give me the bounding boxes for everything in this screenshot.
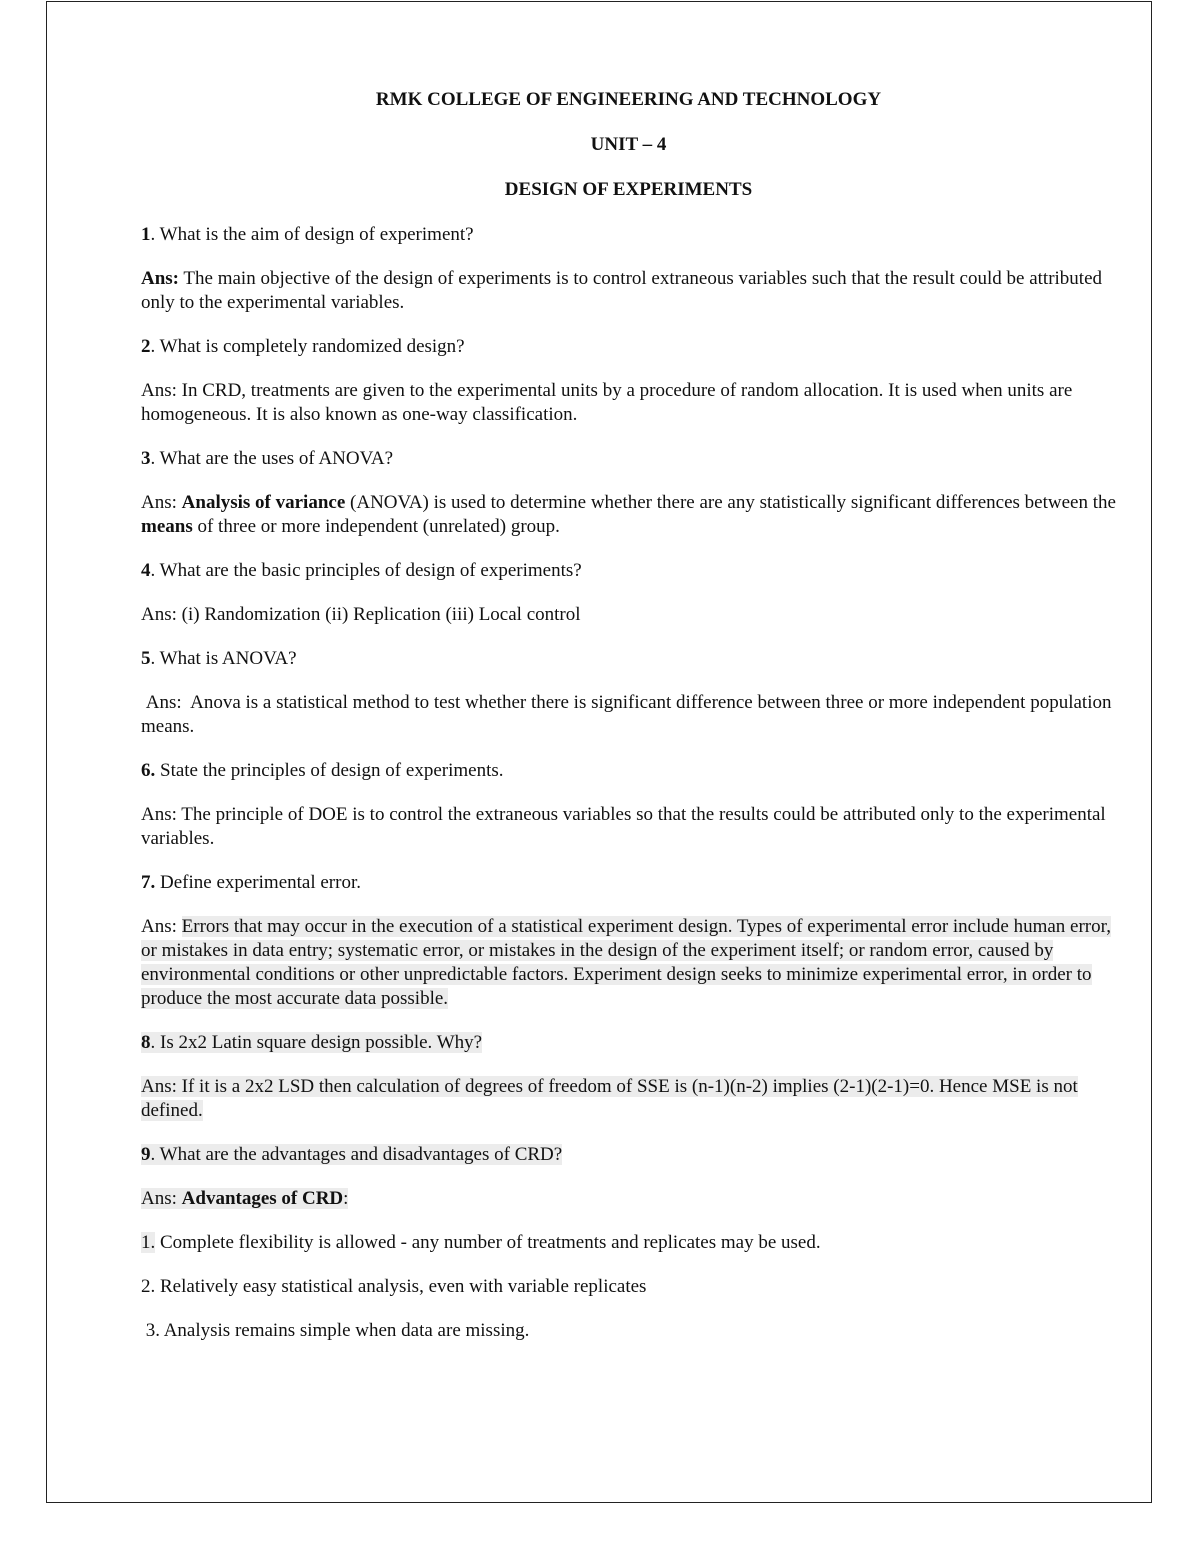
answer-4: Ans: (i) Randomization (ii) Replication (iii) Local control [141, 604, 581, 625]
question-9 [141, 1143, 1116, 1167]
answer-colon: : [343, 1188, 349, 1209]
question-2 [141, 335, 1116, 359]
answer-3 [141, 491, 1116, 539]
question-highlight [141, 1032, 482, 1053]
item-text: Complete flexibility is allowed - any number of treatments and replicates may be used. [155, 1232, 821, 1253]
question-text: . What is the aim of design of experiment? [150, 224, 474, 245]
answer-prefix: Ans: [141, 492, 182, 513]
question-5 [141, 647, 1116, 671]
answer-label: Ans: [141, 268, 180, 289]
answer-9 [141, 1187, 1116, 1211]
question-text: . What are the basic principles of design of experiments? [150, 560, 582, 581]
question-number: 7. [141, 872, 156, 893]
answer-text: The main objective of the design of experiments is to control extraneous variables such that the result could be attributed only to the experimental variables. [141, 268, 1103, 313]
question-3 [141, 447, 1116, 471]
answer-5: Ans: Anova is a statistical method to test whether there is significant difference between three or more independent population means. [141, 692, 1117, 737]
answer-2: Ans: In CRD, treatments are given to the experimental units by a procedure of random allocation. It is used when units are homogeneous. It is also known as one-way classification. [141, 380, 1073, 425]
question-number: 1 [141, 224, 151, 245]
question-1 [141, 223, 1116, 247]
question-number: 9 [141, 1144, 151, 1165]
answer-7 [141, 915, 1116, 1011]
advantage-item-1 [141, 1231, 1116, 1255]
answer-text: of three or more independent (unrelated) group. [192, 516, 560, 537]
answer-highlight [141, 1188, 348, 1209]
question-text: State the principles of design of experiments. [155, 760, 504, 781]
answer-8 [141, 1075, 1116, 1123]
question-8 [141, 1031, 1116, 1055]
question-number: 5 [141, 648, 151, 669]
question-number: 6. [141, 760, 156, 781]
advantage-item-3: 3. Analysis remains simple when data are missing. [141, 1320, 530, 1341]
question-text: . What are the advantages and disadvantages of CRD? [150, 1144, 563, 1165]
question-highlight [141, 1144, 562, 1165]
question-text: . Is 2x2 Latin square design possible. Why? [150, 1032, 483, 1053]
question-text: . What is completely randomized design? [150, 336, 465, 357]
document-body [141, 88, 1116, 1363]
question-number: 8 [141, 1032, 151, 1053]
answer-6: Ans: The principle of DOE is to control the extraneous variables so that the results could be attributed only to the experimental variables. [141, 804, 1106, 849]
answer-prefix: Ans: [141, 1188, 182, 1209]
answer-bold-term: Advantages of CRD [181, 1188, 344, 1209]
question-number: 4 [141, 560, 151, 581]
question-number: 2 [141, 336, 151, 357]
answer-text-highlighted: Errors that may occur in the execution of a statistical experiment design. Types of experimental error include human error, or mistakes in data entry; systematic error, or mistakes in the design of the experiment itself; or random error, caused by environmental conditions or other unpredictable factors. Experiment design seeks to minimize experimental error, in order to produce the most accurate data possible. [141, 916, 1111, 1009]
college-title: RMK COLLEGE OF ENGINEERING AND TECHNOLOGY [375, 89, 882, 110]
item-number: 1. [141, 1232, 156, 1253]
answer-1 [141, 267, 1116, 315]
answer-bold-term: means [141, 516, 193, 537]
question-number: 3 [141, 448, 151, 469]
answer-bold-term: Analysis of variance [181, 492, 346, 513]
unit-title: UNIT – 4 [590, 134, 667, 155]
answer-text: (ANOVA) is used to determine whether there are any statistically significant differences between the [345, 492, 1116, 513]
answer-text-highlighted: Ans: If it is a 2x2 LSD then calculation of degrees of freedom of SSE is (n-1)(n-2) implies (2-1)(2-1)=0. Hence MSE is not defined. [141, 1076, 1078, 1121]
answer-prefix: Ans: [141, 916, 182, 937]
question-text: . What are the uses of ANOVA? [150, 448, 394, 469]
question-text: . What is ANOVA? [150, 648, 297, 669]
question-7 [141, 871, 1116, 895]
question-6 [141, 759, 1116, 783]
question-text: Define experimental error. [155, 872, 361, 893]
advantage-item-2: 2. Relatively easy statistical analysis, even with variable replicates [141, 1276, 647, 1297]
subject-title: DESIGN OF EXPERIMENTS [504, 179, 753, 200]
question-4 [141, 559, 1116, 583]
